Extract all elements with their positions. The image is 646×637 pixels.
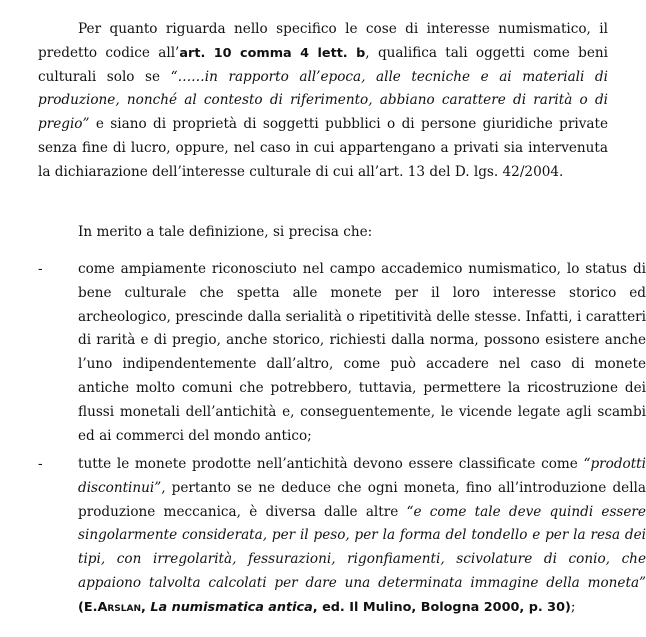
item1-text: come ampiamente riconosciuto nel campo accademico numismatico, lo status di bene culturale che spetta alle monete per il loro interesse storico ed archeologico, prescinde dalla serialità o ripetitività delle stesse. Infatti, i caratteri di rarità e di pregio, anche storico, richiesti dalla norma, possono esistere anche l’uno indipendentemente dall’altro, come può accadere nel caso di monete antiche molto comuni che potrebbero, tuttavia, permettere la ricostruzione dei flussi monetali dell’antichità e, conseguentemente, le vicende legate agli scambi ed ai commerci del mondo antico; — [78, 261, 646, 444]
item2-text-4: ; — [570, 598, 576, 615]
citation-title: La numismatica antica — [150, 599, 313, 615]
item2-text-1: tutte le monete prodotte nell’antichità devono essere classificate come — [78, 456, 584, 472]
paragraph-numismatic-interest — [38, 18, 608, 185]
item2-quote-2: “e come tale deve quindi essere singolarmente considerata, per il peso, per la forma del tondello e per la resa dei tipi, con irregolarità, fessurazioni, rigonfiamenti, scivolature di conio, che appaiono talvolta calcolati per dare una determinata immagine della moneta” — [78, 503, 646, 591]
list-item-text — [78, 453, 646, 620]
item2-quote-1: “prodotti discontinui” — [78, 456, 646, 496]
citation-author: Arslan — [97, 599, 142, 615]
para2-text: In merito a tale definizione, si precisa che: — [78, 224, 373, 240]
citation-publisher: , ed. Il Mulino, Bologna 2000, p. 30) — [312, 599, 571, 615]
law-quotation: “……in rapporto all’epoca, alle tecniche e ai materiali di produzione, nonché al contesto di riferimento, abbiano carattere di rarità o di pregio” — [38, 68, 608, 133]
list-dash: - — [38, 456, 43, 472]
item2-text-2: , pertanto se ne deduce che ogni moneta, fino all’introduzione della produzione meccanica, è diversa dalle altre — [78, 479, 646, 520]
citation-sep: , — [141, 599, 151, 615]
citation-open: (E. — [78, 599, 98, 615]
list-dash: - — [38, 261, 43, 277]
paragraph-definition-intro — [38, 221, 608, 245]
list-item-text — [78, 258, 646, 448]
para1-text-2: , qualifica tali oggetti come beni culturali solo se — [38, 44, 609, 85]
article-reference-bold: art. 10 comma 4 lett. b — [179, 45, 366, 61]
para1-text-1: Per quanto riguarda nello specifico le cose di interesse numismatico, il predetto codice all’ — [38, 21, 608, 61]
para1-text-3: e siano di proprietà di soggetti pubblici o di persone giuridiche private senza fine di lucro, oppure, nel caso in cui appartengano a privati sia intervenuta la dichiarazione dell’interesse culturale di cui all’art. 13 del D. lgs. 42/2004. — [38, 116, 608, 180]
